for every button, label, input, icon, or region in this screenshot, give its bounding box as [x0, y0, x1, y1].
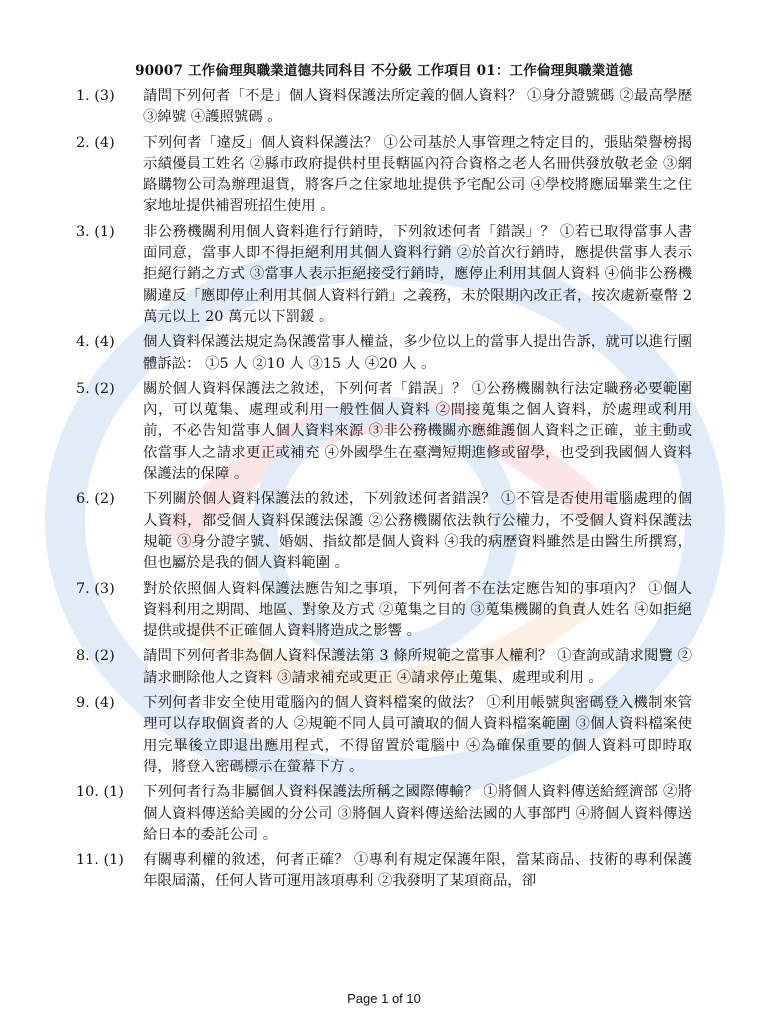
question-number: 5. (2) [76, 380, 115, 397]
question-number: 3. (1) [76, 223, 115, 240]
question-item [76, 646, 692, 689]
question-text: 有關專利權的敘述，何者正確？ ①專利有規定保護年限，當某商品、技術的專利保護年限屆滿，任何人皆可運用該項專利 ②我發明了某項商品，卻 [143, 852, 692, 890]
question-item [76, 133, 692, 218]
question-text: 對於依照個人資料保護法應告知之事項，下列何者不在法定應告知的事項內？ ①個人資料利用之期間、地區、對象及方式 ②蒐集之目的 ③蒐集機關的負責人姓名 ④如拒絕提供或提供不正確個人資料將造成之影響 。 [143, 580, 692, 640]
question-number: 9. (4) [76, 695, 115, 712]
question-item [76, 86, 692, 129]
question-text: 下列關於個人資料保護法的敘述，下列敘述何者錯誤？ ①不管是否使用電腦處理的個人資料，都受個人資料保護法保護 ②公務機關依法執行公權力，不受個人資料保護法規範 ③身分證字號、婚姻、指紋都是個人資料 ④我的病歷資料雖然是由醫生所撰寫，但也屬於是我的個人資料範圍 。 [143, 491, 692, 572]
question-number: 4. (4) [76, 334, 115, 351]
question-list [76, 86, 692, 897]
question-number: 7. (3) [76, 580, 115, 597]
page-title: 90007 工作倫理與職業道德共同科目 不分級 工作項目 01：工作倫理與職業道德 [135, 63, 633, 79]
question-item [76, 782, 692, 846]
question-item [76, 579, 692, 643]
question-text: 個人資料保護法規定為保護當事人權益，多少位以上的當事人提出告訴，就可以進行團體訴訟： ①5 人 ②10 人 ③15 人 ④20 人 。 [143, 334, 692, 372]
question-number: 6. (2) [76, 491, 115, 508]
question-number: 2. (4) [76, 134, 115, 151]
question-number: 1. (3) [76, 88, 115, 104]
question-text: 下列何者非安全使用電腦內的個人資料檔案的做法？ ①利用帳號與密碼登入機制來管理可以存取個資者的人 ②規範不同人員可讀取的個人資料檔案範圍 ③個人資料檔案使用完畢後立即退出應用程式，不得留置於電腦中 ④為確保重要的個人資料可即時取得，將登入密碼標示在螢幕下方 。 [143, 695, 692, 775]
question-number: 10. (1) [76, 784, 124, 801]
question-number: 8. (2) [76, 648, 115, 665]
question-item [76, 850, 692, 893]
question-number: 11. (1) [76, 852, 124, 869]
question-text: 關於個人資料保護法之敘述，下列何者「錯誤」？ ①公務機關執行法定職務必要範圍內，可以蒐集、處理或利用一般性個人資料 ②間接蒐集之個人資料，於處理或利用前，不必告知當事人個人資料來源 ③非公務機關亦應維護個人資料之正確，並主動或依當事人之請求更正或補充 ④外國學生在臺灣短期進修或留學，也受到我國個人資料保護法的保障 。 [143, 380, 692, 483]
question-item [76, 693, 692, 778]
question-text: 下列何者行為非屬個人資料保護法所稱之國際傳輸？ ①將個人資料傳送給經濟部 ②將個人資料傳送給美國的分公司 ③將個人資料傳送給法國的人事部門 ④將個人資料傳送給日本的委託公司 。 [143, 784, 692, 843]
question-item [76, 332, 692, 375]
page-number: Page 1 of 10 [347, 991, 421, 1006]
question-text: 請問下列何者「不是」個人資料保護法所定義的個人資料？ ①身分證號碼 ②最高學歷 ③綽號 ④護照號碼 。 [143, 88, 692, 126]
question-item [76, 379, 692, 485]
question-item [76, 489, 692, 574]
question-text: 請問下列何者非為個人資料保護法第 3 條所規範之當事人權利？ ①查詢或請求閱覽 ②請求刪除他人之資料 ③請求補充或更正 ④請求停止蒐集、處理或利用 。 [143, 648, 692, 686]
question-text: 非公務機關利用個人資料進行行銷時，下列敘述何者「錯誤」？ ①若已取得當事人書面同意，當事人即不得拒絕利用其個人資料行銷 ②於首次行銷時，應提供當事人表示拒絕行銷之方式 ③當事人表示拒絕接受行銷時，應停止利用其個人資料 ④倘非公務機關違反「應即停止利用其個人資料行銷」之義務，未於限期內改正者，按次處新臺幣 2 萬元以上 20 萬元以下罰鍰 。 [143, 223, 692, 325]
question-item [76, 222, 692, 328]
question-text: 下列何者「違反」個人資料保護法？ ①公司基於人事管理之特定目的，張貼榮譽榜揭示績優員工姓名 ②縣市政府提供村里長轄區內符合資格之老人名冊供發放敬老金 ③網路購物公司為辦理退貨，將客戶之住家地址提供予宅配公司 ④學校將應屆畢業生之住家地址提供補習班招生使用 。 [143, 134, 692, 215]
